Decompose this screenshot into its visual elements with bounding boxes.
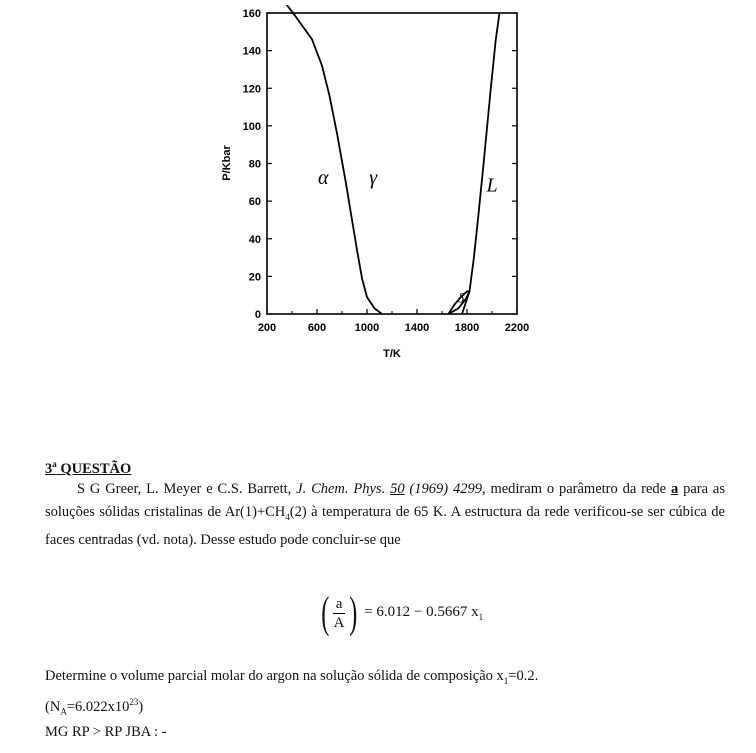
y-axis-ticks <box>243 8 517 321</box>
y-axis-label: P/Kbar <box>221 145 233 181</box>
plot-frame <box>267 13 517 314</box>
phase-label: α <box>318 167 329 190</box>
phase-boundary-1 <box>448 13 499 314</box>
y-tick-label: 120 <box>242 83 261 96</box>
x-tick-label: 2200 <box>504 322 530 334</box>
x-tick-label: 600 <box>307 322 327 334</box>
y-tick-label: 20 <box>248 271 261 284</box>
question-paragraph: S G Greer, L. Meyer e C.S. Barrett, J. Chem. Phys. 50 (1969) 4299, mediram o parâmetro da rede a para as soluções sólidas cristalinas de $Ar(1)+CH_4(2)$ à temperatura de 65 K. A estructura da rede verificou-se ser cúbica de faces centradas (vd. nota). Desse estudo pode concluir-se que <box>45 481 725 548</box>
phase-label: γ <box>369 167 378 190</box>
question-heading: 3$^a$ QUESTÃO <box>45 459 132 477</box>
lattice-equation <box>318 588 484 637</box>
fraction: $\frac{a}{A}$ <box>333 595 345 631</box>
x-tick-label: 1000 <box>354 322 380 334</box>
y-tick-label: 40 <box>248 233 261 246</box>
question-prompt: Determine o volume parcial molar do argon na solução sólida de composição $x_1=0.2$. <box>45 668 539 686</box>
x-tick-label: 200 <box>257 322 277 334</box>
y-tick-label: 80 <box>248 158 261 171</box>
left-paren: ( <box>321 588 330 637</box>
x-tick-label: 1800 <box>454 322 480 334</box>
avogadro-constant: $(N_A=6.022x10^{23})$ <box>45 697 144 717</box>
x-axis-ticks <box>258 309 529 334</box>
author-initials: MG RP > RP JBA : - <box>45 724 167 740</box>
phase-boundary-0 <box>286 4 382 314</box>
y-tick-label: 160 <box>242 8 261 20</box>
x-tick-label: 1400 <box>404 322 430 334</box>
y-tick-label: 140 <box>242 45 261 58</box>
phase-label: δ <box>457 291 465 307</box>
y-tick-label: 0 <box>254 309 261 321</box>
equation-rhs: = 6.012 − 0.5667 $x_1$ <box>364 604 484 622</box>
right-paren: ) <box>348 588 357 637</box>
phase-label: L <box>486 174 498 197</box>
x-axis-label: T/K <box>383 348 401 360</box>
y-tick-label: 60 <box>248 196 261 209</box>
phase-boundaries <box>286 4 500 314</box>
y-tick-label: 100 <box>242 120 261 133</box>
